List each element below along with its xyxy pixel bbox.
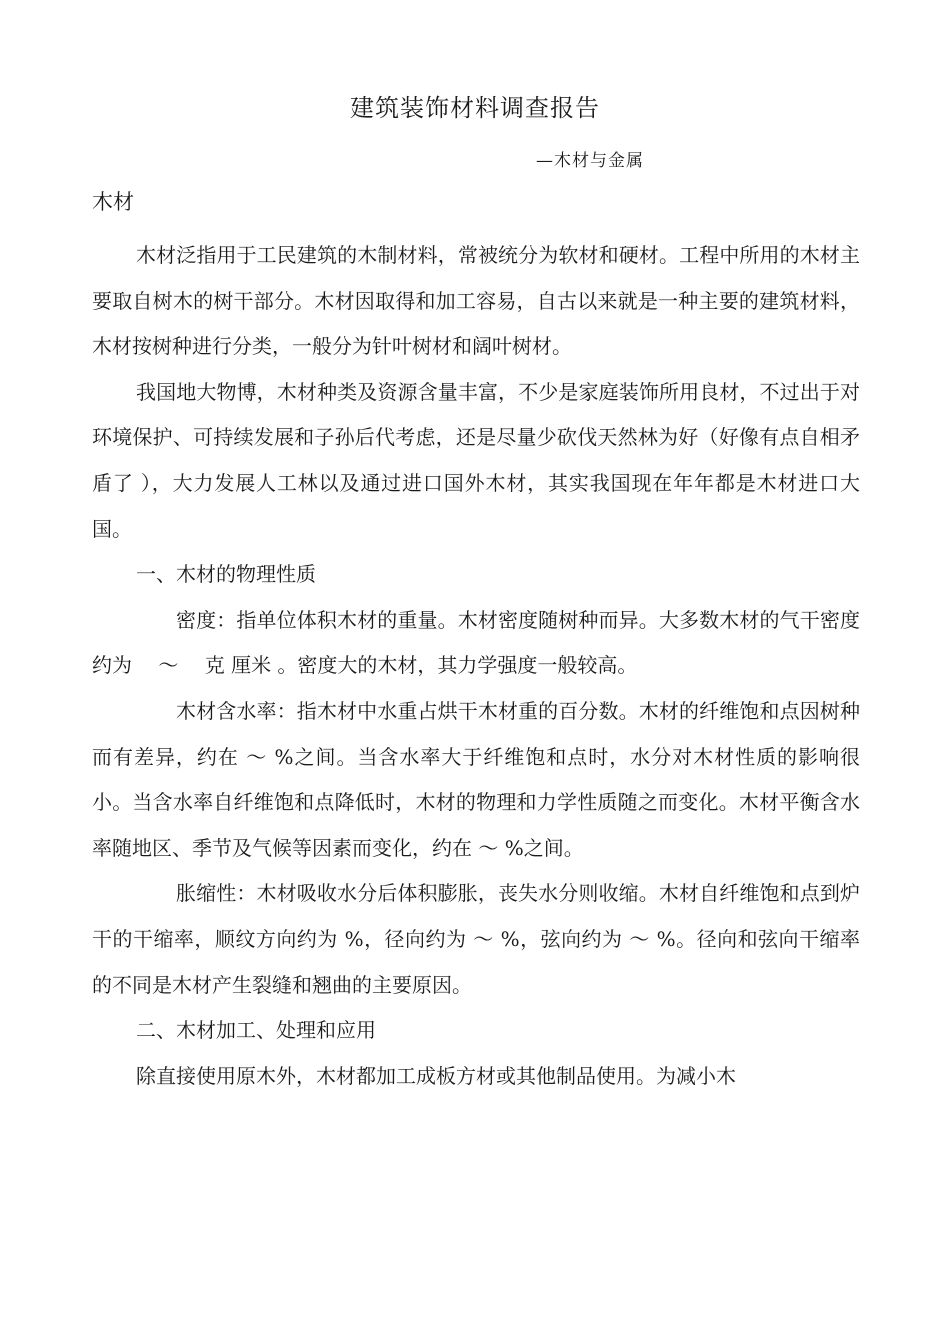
paragraph-shrinkage: 胀缩性：木材吸收水分后体积膨胀，丧失水分则收缩。木材自纤维饱和点到炉干的干缩率，顺纹方向约为 %，径向约为 ～ %，弦向约为 ～ %。径向和弦向干缩率的不同是木材产生裂缝和翘曲的主要原因。: [92, 881, 860, 997]
document-title: 建筑装饰材料调查报告: [350, 94, 600, 122]
paragraph-wood-definition: 木材泛指用于工民建筑的木制材料，常被统分为软材和硬材。工程中所用的木材主要取自树木的树干部分。木材因取得和加工容易，自古以来就是一种主要的建筑材料，木材按树种进行分类，一般分为针叶树材和阔叶树材。: [92, 243, 860, 359]
paragraph-moisture-content: 木材含水率：指木材中水重占烘干木材重的百分数。木材的纤维饱和点因树种而有差异，约在 ～ %之间。当含水率大于纤维饱和点时，水分对木材性质的影响很小。当含水率自纤维饱和点降低时，木材的物理和力学性质随之而变化。木材平衡含水率随地区、季节及气候等因素而变化，约在 ～ %之间。: [92, 698, 860, 860]
subheading-physical-properties: 一、木材的物理性质: [136, 562, 316, 587]
paragraph-wood-resources: 我国地大物博，木材种类及资源含量丰富，不少是家庭装饰所用良材，不过出于对环境保护、可持续发展和子孙后代考虑，还是尽量少砍伐天然林为好（好像有点自相矛盾了 ），大力发展人工林以及通过进口国外木材，其实我国现在年年都是木材进口大国。: [92, 379, 860, 541]
document-subtitle: —木材与金属: [536, 151, 644, 171]
paragraph-processing: 除直接使用原木外，木材都加工成板方材或其他制品使用。为减小木: [136, 1063, 736, 1088]
document-body: [92, 233, 860, 1099]
subheading-processing: 二、木材加工、处理和应用: [136, 1018, 376, 1043]
section-heading-wood: 木材: [92, 190, 134, 214]
paragraph-density: 密度：指单位体积木材的重量。木材密度随树种而异。大多数木材的气干密度约为 ～ 克 厘米 。密度大的木材，其力学强度一般较高。: [92, 607, 860, 678]
